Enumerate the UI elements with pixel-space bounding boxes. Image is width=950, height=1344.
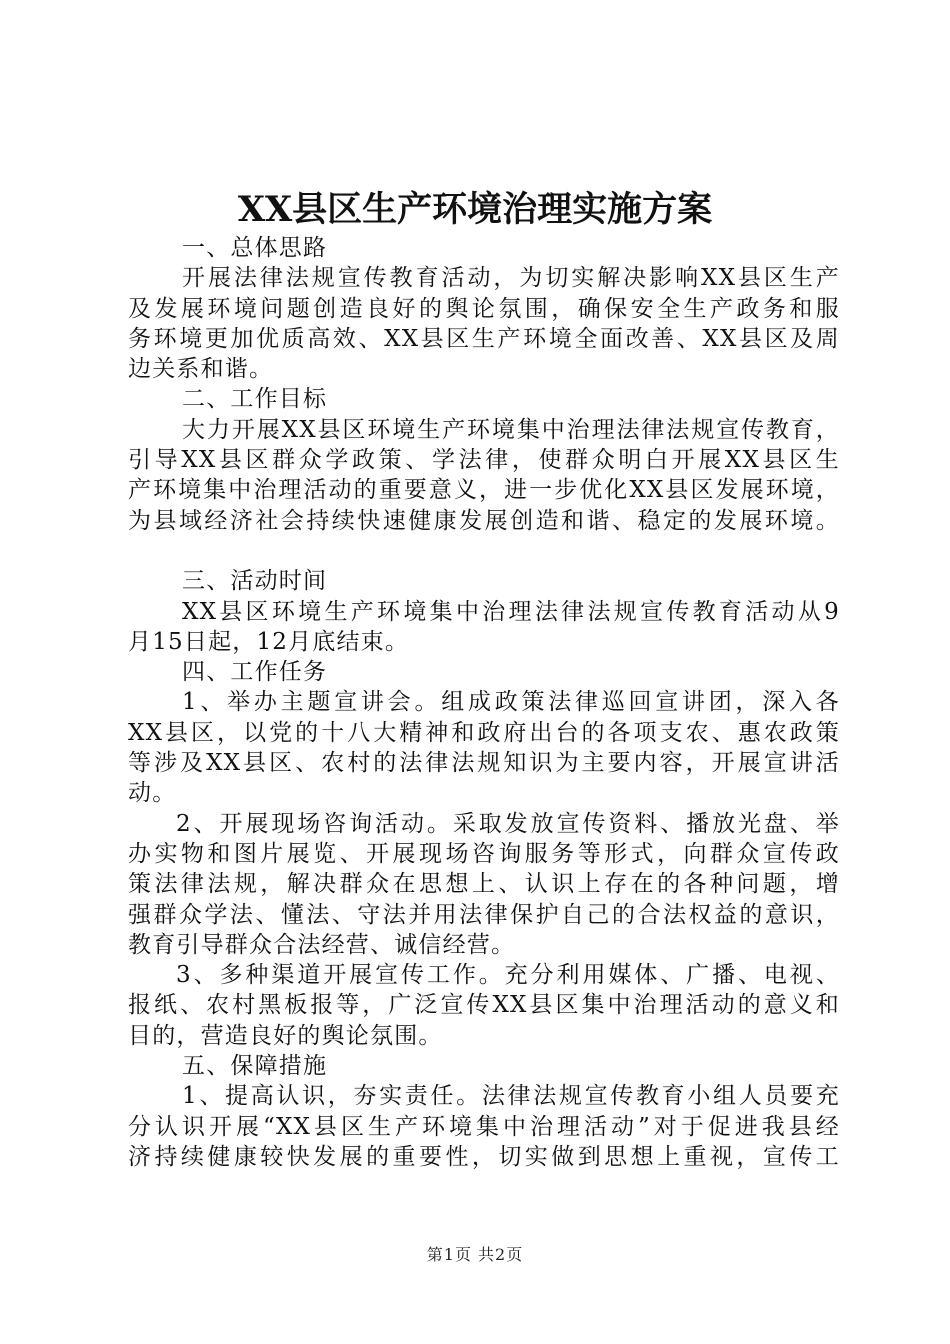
paragraph-line: 动。 bbox=[128, 780, 177, 807]
paragraph-line: 目的，营造良好的舆论氛围。 bbox=[128, 1022, 443, 1049]
paragraph-line: 1、提高认识，夯实责任。法律法规宣传教育小组人员要充 bbox=[182, 1083, 840, 1110]
section-heading-5: 五、保障措施 bbox=[182, 1053, 328, 1080]
paragraph-line: 及发展环境问题创造良好的舆论氛围，确保安全生产政务和服 bbox=[128, 295, 840, 322]
paragraph-line: XX县区环境生产环境集中治理法律法规宣传教育活动从9 bbox=[182, 598, 840, 625]
section-heading-2: 二、工作目标 bbox=[182, 386, 328, 413]
section-heading-4: 四、工作任务 bbox=[182, 659, 328, 686]
paragraph-line: 等涉及XX县区、农村的法律法规知识为主要内容，开展宣讲活 bbox=[128, 750, 840, 777]
paragraph-line: 报纸、农村黑板报等，广泛宣传XX县区集中治理活动的意义和 bbox=[128, 992, 840, 1019]
paragraph-line: 务环境更加优质高效、XX县区生产环境全面改善、XX县区及周 bbox=[128, 325, 840, 352]
paragraph-line: 大力开展XX县区环境生产环境集中治理法律法规宣传教育， bbox=[182, 416, 840, 443]
paragraph-line: XX县区，以党的十八大精神和政府出台的各项支农、惠农政策 bbox=[128, 719, 840, 746]
paragraph-line: 策法律法规，解决群众在思想上、认识上存在的各种问题，增 bbox=[128, 871, 840, 898]
page-footer: 第1页 共2页 bbox=[426, 1245, 524, 1264]
blank-line bbox=[128, 536, 840, 566]
section-heading-1: 一、总体思路 bbox=[182, 235, 328, 261]
paragraph-line: 为县域经济社会持续快速健康发展创造和谐、稳定的发展环境。 bbox=[128, 507, 840, 534]
paragraph-line: 边关系和谐。 bbox=[128, 356, 274, 383]
paragraph-line: 引导XX县区群众学政策、学法律，使群众明白开展XX县区生 bbox=[128, 447, 840, 474]
paragraph-line: 强群众学法、懂法、守法并用法律保护自己的合法权益的意识， bbox=[128, 901, 840, 928]
paragraph-line: 开展法律法规宣传教育活动，为切实解决影响XX县区生产 bbox=[182, 265, 840, 292]
section-heading-3: 三、活动时间 bbox=[182, 568, 328, 595]
paragraph-line: 3、多种渠道开展宣传工作。充分利用媒体、广播、电视、 bbox=[176, 962, 840, 989]
paragraph-line: 济持续健康较快发展的重要性，切实做到思想上重视，宣传工 bbox=[128, 1143, 840, 1170]
document-body bbox=[128, 233, 840, 1172]
paragraph-line: 办实物和图片展览、开展现场咨询服务等形式，向群众宣传政 bbox=[128, 840, 840, 867]
paragraph-line: 分认识开展“XX县区生产环境集中治理活动”对于促进我县经 bbox=[128, 1113, 840, 1140]
paragraph-line: 月15日起，12月底结束。 bbox=[128, 628, 410, 655]
document-title: XX县区生产环境治理实施方案 bbox=[237, 189, 713, 230]
paragraph-line: 1、举办主题宣讲会。组成政策法律巡回宣讲团，深入各 bbox=[182, 689, 840, 716]
paragraph-line: 2、开展现场咨询活动。采取发放宣传资料、播放光盘、举 bbox=[176, 810, 840, 837]
paragraph-line: 产环境集中治理活动的重要意义，进一步优化XX县区发展环境， bbox=[128, 477, 840, 504]
paragraph-line: 教育引导群众合法经营、诚信经营。 bbox=[128, 931, 516, 958]
